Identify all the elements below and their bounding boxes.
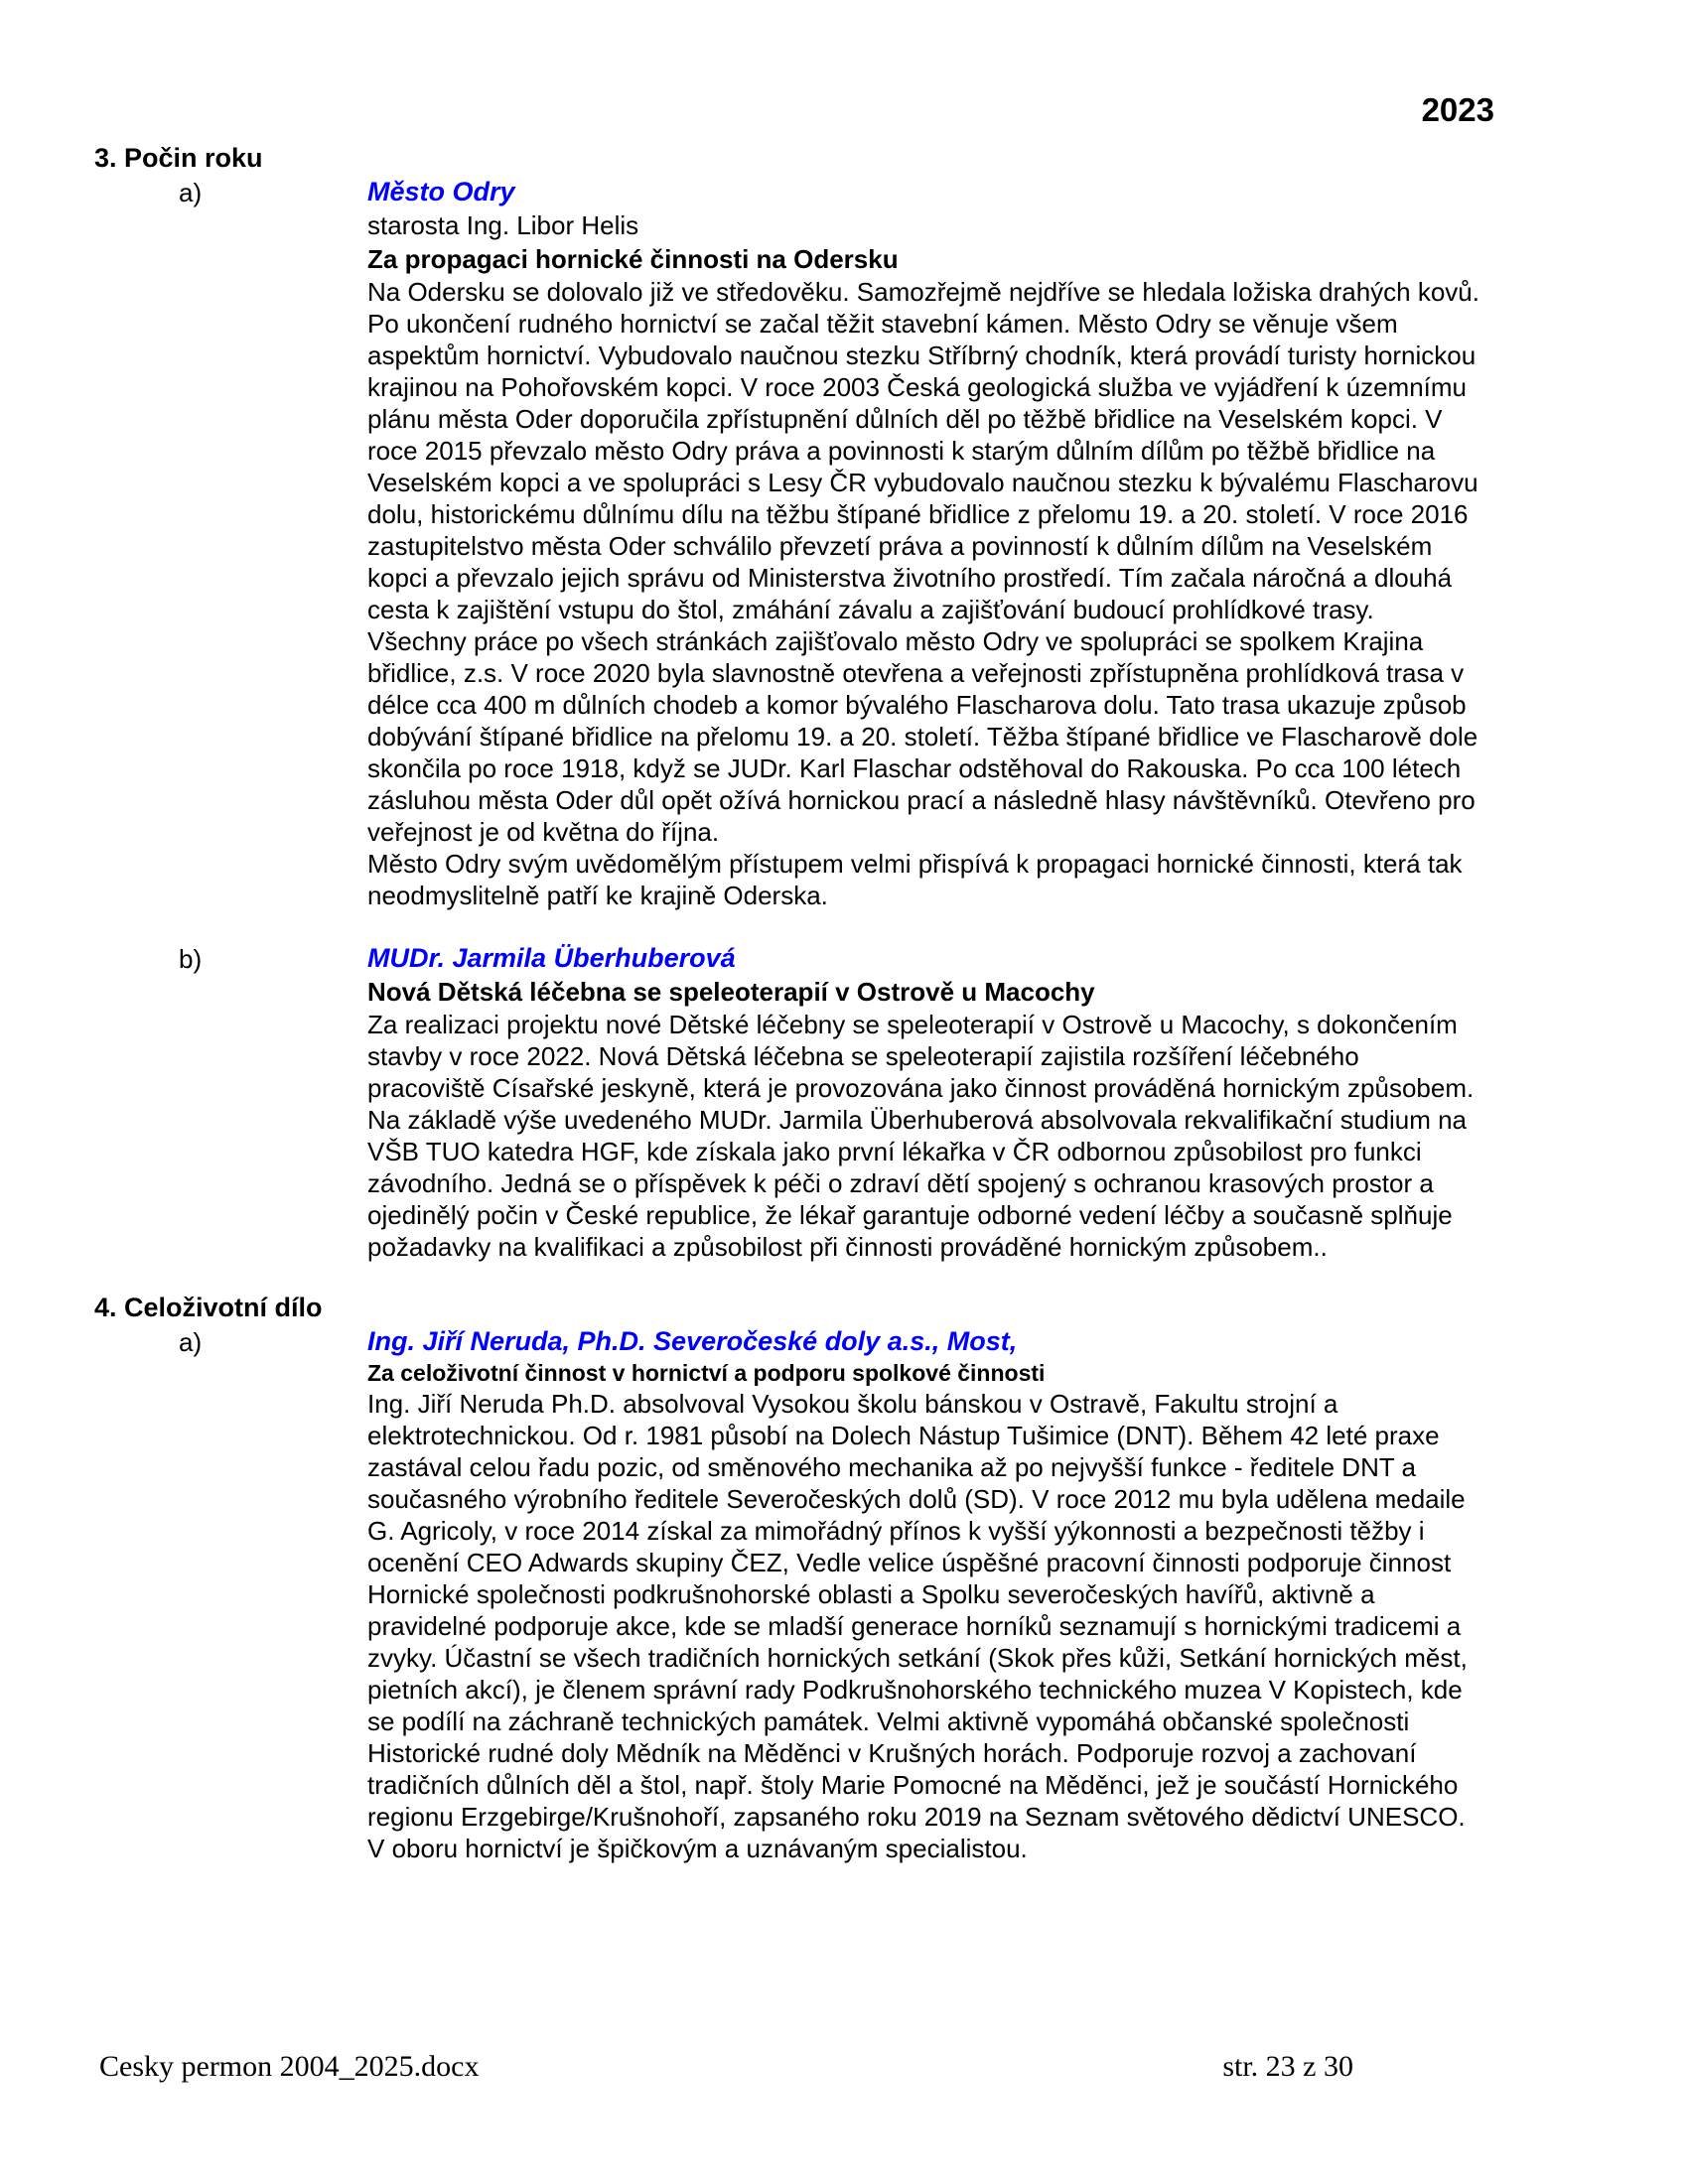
award-title: Nová Dětská léčebna se speleoterapií v Ostrově u Macochy bbox=[367, 977, 1095, 1007]
footer-filename: Cesky permon 2004_2025.docx bbox=[99, 2050, 480, 2083]
footer-page-number: str. 23 z 30 bbox=[1222, 2050, 1353, 2083]
award-title: Za propagaci hornické činnosti na Odersku bbox=[367, 244, 899, 274]
section-title: 4. Celoživotní dílo bbox=[94, 1293, 323, 1322]
award-title: Za celoživotní činnost v hornictví a podporu spolkové činnosti bbox=[367, 1360, 1046, 1386]
section-title: 3. Počin roku bbox=[94, 143, 263, 173]
award-description-closing: Město Odry svým uvědomělým přístupem velmi přispívá k propagaci hornické činnosti, která tak neodmyslitelně patří ke krajině Oderska. bbox=[367, 849, 1463, 910]
laureate-name: Ing. Jiří Neruda, Ph.D. Severočeské doly a.s., Most, bbox=[367, 1326, 1018, 1356]
section-pocin-roku bbox=[94, 142, 1494, 1263]
entry-jiri-neruda bbox=[179, 1324, 1479, 1864]
section-celozivotni-dilo bbox=[94, 1292, 1494, 1864]
entry-label: b) bbox=[179, 944, 203, 974]
laureate-name: MUDr. Jarmila Überhuberová bbox=[367, 943, 736, 973]
entry-label: a) bbox=[179, 178, 203, 207]
laureate-subtitle: starosta Ing. Libor Helis bbox=[367, 210, 639, 240]
laureate-name: Město Odry bbox=[367, 177, 515, 206]
entry-mesto-odry bbox=[179, 175, 1479, 911]
entry-label: a) bbox=[179, 1327, 203, 1357]
entry-jarmila-uberhuberova bbox=[179, 941, 1479, 1263]
award-description: Ing. Jiří Neruda Ph.D. absolvoval Vysokou školu bánskou v Ostravě, Fakultu strojní a elektrotechnickou. Od r. 1981 působí na Dolech Nástup Tušimice (DNT). Během 42 leté praxe zastával celou řadu pozic, od směnového mechanika až po nejvyšší funkce - ředitele DNT a současného výrobního ředitele Severočeských dolů (SD). V roce 2012 mu byla udělena medaile G. Agricoly, v roce 2014 získal za mimořádný přínos k vyšší yýkonnosti a bezpečnosti těžby i ocenění CEO Adwards skupiny ČEZ, Vedle velice úspěšné pracovní činnosti podporuje činnost Hornické společnosti podkrušnohorské oblasti a Spolku severočeských havířů, aktivně a pravidelné podporuje akce, kde se mladší generace horníků seznamují s hornickými tradicemi a zvyky. Účastní se všech tradičních hornických setkání (Skok přes kůži, Setkání hornických měst, pietních akcí), je členem správní rady Podkrušnohorského technického muzea V Kopistech, kde se podílí na záchraně technických památek. Velmi aktivně vypomáhá občanské společnosti Historické rudné doly Mědník na Měděnci v Krušných horách. Podporuje rozvoj a zachovaní tradičních důlních děl a štol, např. štoly Marie Pomocné na Měděnci, jež je součástí Hornického regionu Erzgebirge/Krušnohoří, zapsaného roku 2019 na Seznam světového dědictví UNESCO. V oboru hornictví je špičkovým a uznávaným specialistou. bbox=[367, 1389, 1468, 1863]
award-description: Na Odersku se dolovalo již ve středověku. Samozřejmě nejdříve se hledala ložiska drahých kovů. Po ukončení rudného hornictví se začal těžit stavební kámen. Město Odry se věnuje všem aspektům hornictví. Vybudovalo naučnou stezku Stříbrný chodník, která provádí turisty hornickou krajinou na Pohořovském kopci. V roce 2003 Česká geologická služba ve vyjádření k územnímu plánu města Oder doporučila zpřístupnění důlních děl po těžbě břidlice na Veselském kopci. V roce 2015 převzalo město Odry práva a povinnosti k starým důlním dílům po těžbě břidlice na Veselském kopci a ve spolupráci s Lesy ČR vybudovalo naučnou stezku k bývalému Flascharovu dolu, historickému důlnímu dílu na těžbu štípané břidlice z přelomu 19. a 20. století. V roce 2016 zastupitelstvo města Oder schválilo převzetí práva a povinností k důlním dílům na Veselském kopci a převzalo jejich správu od Ministerstva životního prostředí. Tím začala náročná a dlouhá cesta k zajištění vstupu do štol, zmáhání závalu a zajišťování budoucí prohlídkové trasy. Všechny práce po všech stránkách zajišťovalo město Odry ve spolupráci se spolkem Krajina břidlice, z.s. V roce 2020 byla slavnostně otevřena a veřejnosti zpřístupněna prohlídková trasa v délce cca 400 m důlních chodeb a komor bývalého Flascharova dolu. Tato trasa ukazuje způsob dobývání štípané břidlice na přelomu 19. a 20. století. Těžba štípané břidlice ve Flascharově dole skončila po roce 1918, když se JUDr. Karl Flaschar odstěhoval do Rakouska. Po cca 100 létech zásluhou města Oder důl opět ožívá hornickou prací a následně hlasy návštěvníků. Otevřeno pro veřejnost je od května do října. bbox=[367, 277, 1479, 847]
award-description: Za realizaci projektu nové Dětské léčebny se speleoterapií v Ostrově u Macochy, s dokončením stavby v roce 2022. Nová Dětská léčebna se speleoterapií zajistila rozšíření léčebného pracoviště Císařské jeskyně, která je provozována jako činnost prováděná hornickým způsobem. Na základě výše uvedeného MUDr. Jarmila Überhuberová absolvovala rekvalifikační studium na VŠB TUO katedra HGF, kde získala jako první lékařka v ČR odbornou způsobilost pro funkci závodního. Jedná se o příspěvek k péči o zdraví dětí spojený s ochranou krasových prostor a ojedinělý počin v České republice, že lékař garantuje odborné vedení léčby a současně splňuje požadavky na kvalifikaci a způsobilost při činnosti prováděné hornickým způsobem.. bbox=[367, 1010, 1475, 1262]
page-year: 2023 bbox=[1421, 91, 1494, 128]
page-footer bbox=[99, 2052, 1353, 2082]
